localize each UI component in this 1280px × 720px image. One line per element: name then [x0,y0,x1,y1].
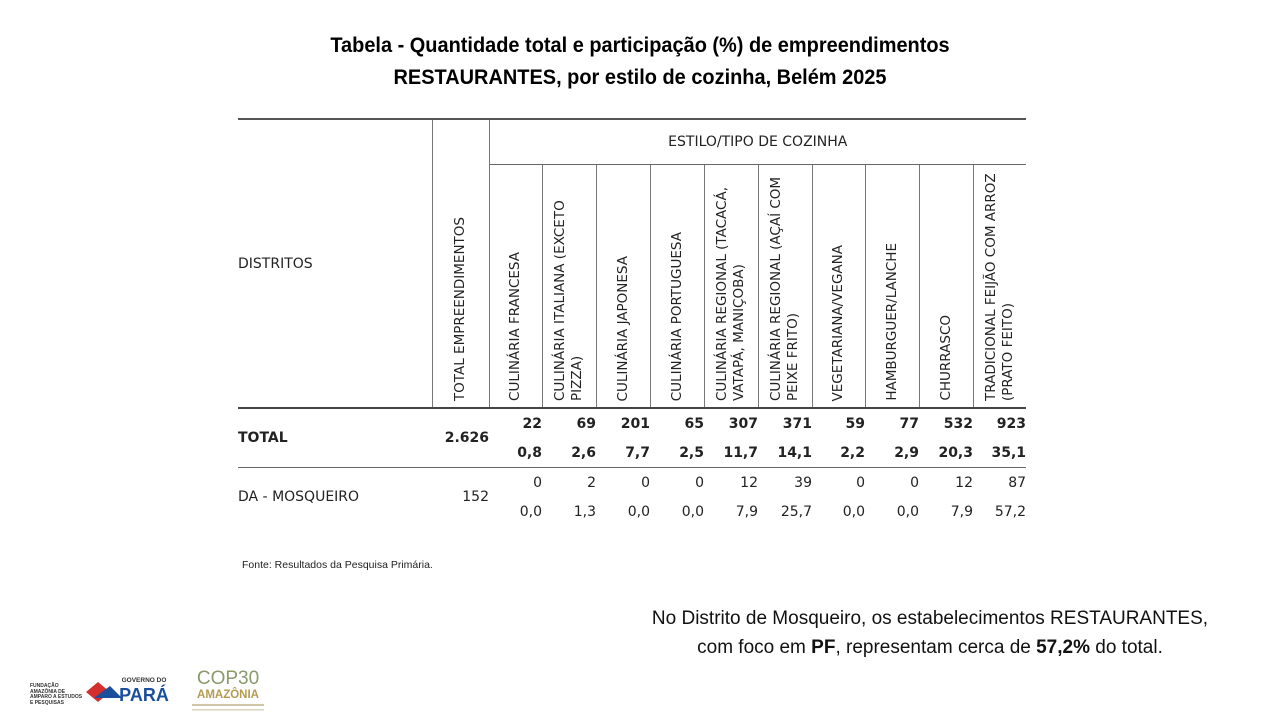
table-cell: 12 [740,474,758,491]
table-cell: 0 [695,474,704,491]
table-cell: 87 [1008,474,1027,491]
table-cell: 0 [856,474,865,491]
table-cell: 0,0 [896,503,919,520]
table-cell: 20,3 [938,444,973,461]
col-header-regional-acai: CULINÁRIA REGIONAL (AÇAÍ COM PEIXE FRITO) [758,165,812,409]
table-cell: 39 [794,474,812,491]
note-line-2: com foco em PF, representam cerca de 57,2% do total. [697,637,1163,658]
total-value-total: 2.626 [432,408,489,468]
col-header-churrasco: CHURRASCO [919,165,973,409]
table-cell: 532 [943,415,973,432]
col-header-portuguesa: CULINÁRIA PORTUGUESA [650,165,704,409]
fapespa-logo: FUNDAÇÃO AMAZÔNIA DE AMPARO A ESTUDOS E PESQUISAS [30,683,83,706]
para-text: PARÁ [119,685,169,705]
table-cell: 0 [641,474,650,491]
amazonia-text: AMAZÔNIA [197,689,259,701]
note-percent: 57,2% [1036,637,1090,658]
table-row-total-counts [238,408,1026,438]
col-header-japonesa: CULINÁRIA JAPONESA [596,165,650,409]
table-cell: 12 [955,474,973,491]
note-pf: PF [811,637,836,658]
cuisine-group-header: ESTILO/TIPO DE COZINHA [489,119,1026,165]
summary-note [600,604,1260,662]
table-cell: 35,1 [991,444,1027,461]
table-cell: 22 [522,415,542,432]
col-header-regional-tacaca: CULINÁRIA REGIONAL (TACACÁ, VATAPÁ, MANIÇOBA) [704,165,758,409]
table-cell: 2,6 [571,444,596,461]
restaurants-table [238,118,1026,526]
table-cell: 7,9 [735,503,758,520]
table-cell: 2,5 [679,444,704,461]
table-cell: 69 [576,415,596,432]
table-cell: 0,8 [517,444,542,461]
col-header-hamburguer: HAMBURGUER/LANCHE [865,165,919,409]
table-cell: 0,0 [842,503,865,520]
table-cell: 2,9 [894,444,919,461]
col-header-tradicional: TRADICIONAL FEIJÃO COM ARROZ (PRATO FEITO) [982,173,1016,401]
cop-decor-line [192,704,264,706]
source-note: Fonte: Resultados da Pesquisa Primária. [242,559,433,571]
title-line-1: Tabela - Quantidade total e participação (%) de empreendimentos [330,34,950,57]
governo-text: GOVERNO DO [121,677,167,684]
col-header-francesa: CULINÁRIA FRANCESA [489,165,542,409]
table-cell: 14,1 [777,444,812,461]
cop30-logo [188,664,274,714]
table-cell: 2 [587,474,596,491]
table-cell: 0,0 [681,503,704,520]
governo-para-logo [84,668,176,708]
table-cell: 923 [996,415,1027,432]
table-cell: 2,2 [840,444,865,461]
title-line-2: RESTAURANTES, por estilo de cozinha, Belém 2025 [393,66,887,89]
table-cell: 0 [533,474,542,491]
table-cell: 0 [910,474,919,491]
table-cell: 371 [782,415,812,432]
total-value-mosqueiro: 152 [462,489,489,505]
table-cell: 0,0 [627,503,650,520]
districts-header: DISTRITOS [238,119,432,408]
total-enterprises-header: TOTAL EMPREENDIMENTOS [432,119,489,408]
table-cell: 307 [728,415,758,432]
cop-decor-line-2 [192,709,264,711]
table-cell: 57,2 [994,503,1027,520]
table-cell: 25,7 [780,503,812,520]
note-line-1: No Distrito de Mosqueiro, os estabelecimentos RESTAURANTES, [651,608,1209,629]
cop30-text: COP30 [196,668,260,689]
table-cell: 1,3 [573,503,596,520]
col-header-vegetariana: VEGETARIANA/VEGANA [812,165,865,409]
table-cell: 77 [899,415,919,432]
row-label-total: TOTAL [238,408,432,468]
col-header-italiana: CULINÁRIA ITALIANA (EXCETO PIZZA) [542,165,596,409]
table-cell: 7,7 [625,444,650,461]
table-title [260,30,1020,94]
table-cell: 7,9 [950,503,973,520]
table-cell: 65 [684,415,704,432]
table-row-mosqueiro-counts [238,468,1026,498]
table-cell: 59 [845,415,865,432]
table-cell: 11,7 [723,444,758,461]
table-cell: 0,0 [519,503,542,520]
row-label-mosqueiro: DA - MOSQUEIRO [238,489,360,505]
table-cell: 201 [620,415,650,432]
